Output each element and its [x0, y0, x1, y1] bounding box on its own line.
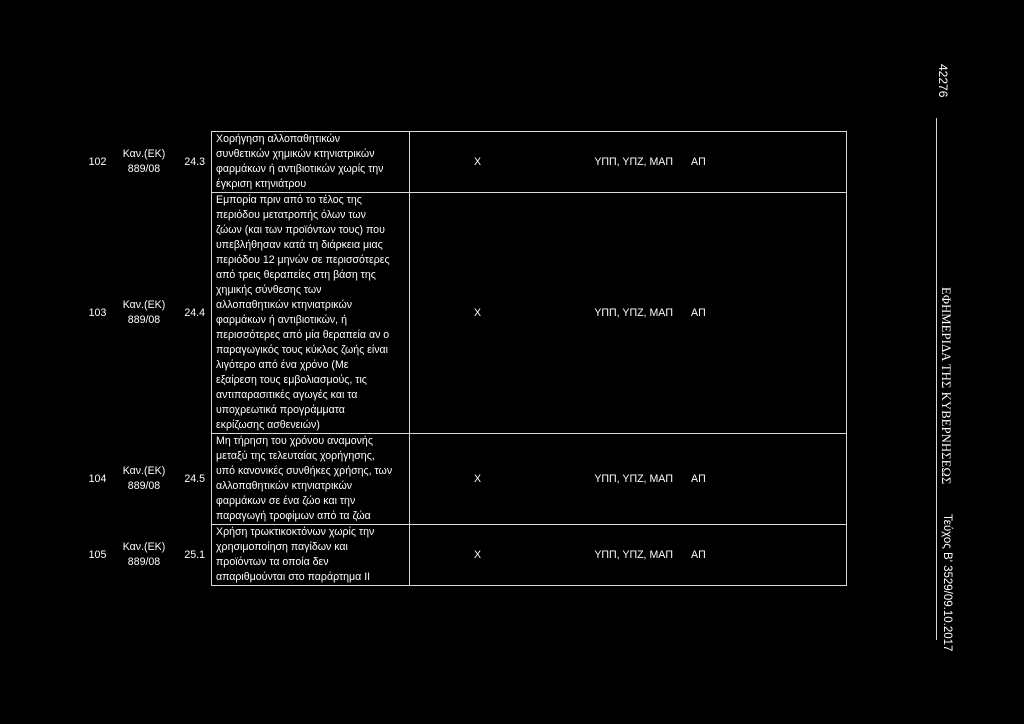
competent-authorities	[545, 132, 677, 193]
regulation-ref-line: Καν.(ΕΚ)	[122, 541, 166, 553]
regulation-ref	[113, 525, 175, 586]
table-row	[82, 193, 847, 434]
authorities-text: ΥΠΠ, ΥΠΖ, ΜΑΠ	[594, 548, 673, 561]
article-number	[175, 525, 212, 586]
authorities-text: ΥΠΠ, ΥΠΖ, ΜΑΠ	[594, 472, 673, 485]
description-line: περισσότερες από μία θεραπεία αν ο	[216, 329, 390, 341]
sanction-code: ΑΠ	[677, 193, 847, 434]
table-row	[82, 132, 847, 193]
article-number-text: 25.1	[184, 548, 205, 561]
row-number: 104	[88, 472, 107, 485]
description-line: Εμπορία πριν από το τέλος της	[216, 194, 362, 206]
competent-authorities	[545, 193, 677, 434]
row-number: 103	[88, 306, 107, 319]
violation-description	[212, 434, 410, 525]
description-line: περιόδου 12 μηνών σε περισσότερες	[216, 254, 390, 266]
article-number	[175, 132, 212, 193]
regulation-ref	[113, 132, 175, 193]
sanction-code: ΑΠ	[677, 525, 847, 586]
regulation-ref-line: Καν.(ΕΚ)	[122, 148, 166, 160]
description-line: φαρμάκων ή αντιβιοτικών χωρίς την	[216, 163, 384, 175]
violation-mark: Χ	[410, 434, 546, 525]
description-line: Χρήση τρωκτικοκτόνων χωρίς την	[216, 526, 375, 538]
description-line: προϊόντων τα οποία δεν	[216, 556, 329, 568]
description-line: εξαίρεση τους εμβολιασμούς, τις	[216, 374, 367, 386]
description-line: χημικής σύνθεσης των	[216, 284, 322, 296]
description-line: περιόδου μετατροπής όλων των	[216, 209, 366, 221]
description-line: Μη τήρηση του χρόνου αναμονής	[216, 435, 373, 447]
violations-table	[82, 131, 847, 586]
article-number-text: 24.5	[184, 472, 205, 485]
authorities-text: ΥΠΠ, ΥΠΖ, ΜΑΠ	[594, 306, 673, 319]
violation-description	[212, 193, 410, 434]
authorities-text: ΥΠΠ, ΥΠΖ, ΜΑΠ	[594, 155, 673, 168]
description-line: παραγωγικός τους κύκλος ζωής είναι	[216, 344, 389, 356]
article-number-text: 24.3	[184, 155, 205, 168]
competent-authorities	[545, 525, 677, 586]
description-line: φαρμάκων σε ένα ζώο και την	[216, 495, 356, 507]
description-line: αλλοπαθητικών κτηνιατρικών	[216, 480, 353, 492]
article-number	[175, 193, 212, 434]
competent-authorities	[545, 434, 677, 525]
violation-mark: Χ	[410, 525, 546, 586]
description-line: μεταξύ της τελευταίας χορήγησης,	[216, 450, 375, 462]
violation-mark: Χ	[410, 193, 546, 434]
regulation-ref-line: Καν.(ΕΚ)	[122, 465, 166, 477]
gazette-title: ΕΦΗΜΕΡΙΔΑ ΤΗΣ ΚΥΒΕΡΝΗΣΕΩΣ	[939, 287, 953, 485]
sanction-code: ΑΠ	[677, 132, 847, 193]
article-number-text: 24.4	[184, 306, 205, 319]
description-line: απαριθμούνται στο παράρτημα ΙΙ	[216, 571, 371, 583]
description-line: εκρίζωσης ασθενειών)	[216, 419, 320, 431]
description-line: υπεβλήθησαν κατά τη διάρκεια μιας	[216, 239, 383, 251]
violation-mark: Χ	[410, 132, 546, 193]
regulation-ref	[113, 193, 175, 434]
sanction-code: ΑΠ	[677, 434, 847, 525]
violation-description	[212, 132, 410, 193]
side-divider	[936, 118, 937, 640]
description-line: χρησιμοποίηση παγίδων και	[216, 541, 348, 553]
regulation-ref-line: Καν.(ΕΚ)	[122, 299, 166, 311]
description-line: αλλοπαθητικών κτηνιατρικών	[216, 299, 353, 311]
regulation-ref-line: 889/08	[127, 314, 161, 326]
table-row	[82, 525, 847, 586]
regulation-ref	[113, 434, 175, 525]
violation-description	[212, 525, 410, 586]
description-line: παραγωγή τροφίμων από τα ζώα	[216, 510, 371, 522]
description-line: από τρεις θεραπείες στη βάση της	[216, 269, 376, 281]
description-line: υποχρεωτικά προγράμματα	[216, 404, 345, 416]
description-line: λιγότερο από ένα χρόνο (Με	[216, 359, 349, 371]
issue-number: Τεύχος Β' 3529/09.10.2017	[941, 514, 953, 652]
regulation-ref-line: 889/08	[127, 480, 161, 492]
page-number: 42276	[936, 64, 950, 98]
row-number: 105	[88, 548, 107, 561]
description-line: αντιπαρασιτικές αγωγές και τα	[216, 389, 358, 401]
description-line: συνθετικών χημικών κτηνιατρικών	[216, 148, 375, 160]
description-line: ζώων (και των προϊόντων τους) που	[216, 224, 385, 236]
description-line: φαρμάκων ή αντιβιοτικών, ή	[216, 314, 347, 326]
description-line: έγκριση κτηνιάτρου	[216, 178, 307, 190]
description-line: Χορήγηση αλλοπαθητικών	[216, 133, 341, 145]
regulation-ref-line: 889/08	[127, 556, 161, 568]
row-number: 102	[88, 155, 107, 168]
description-line: υπό κανονικές συνθήκες χρήσης, των	[216, 465, 393, 477]
article-number	[175, 434, 212, 525]
regulation-ref-line: 889/08	[127, 163, 161, 175]
table-row	[82, 434, 847, 525]
